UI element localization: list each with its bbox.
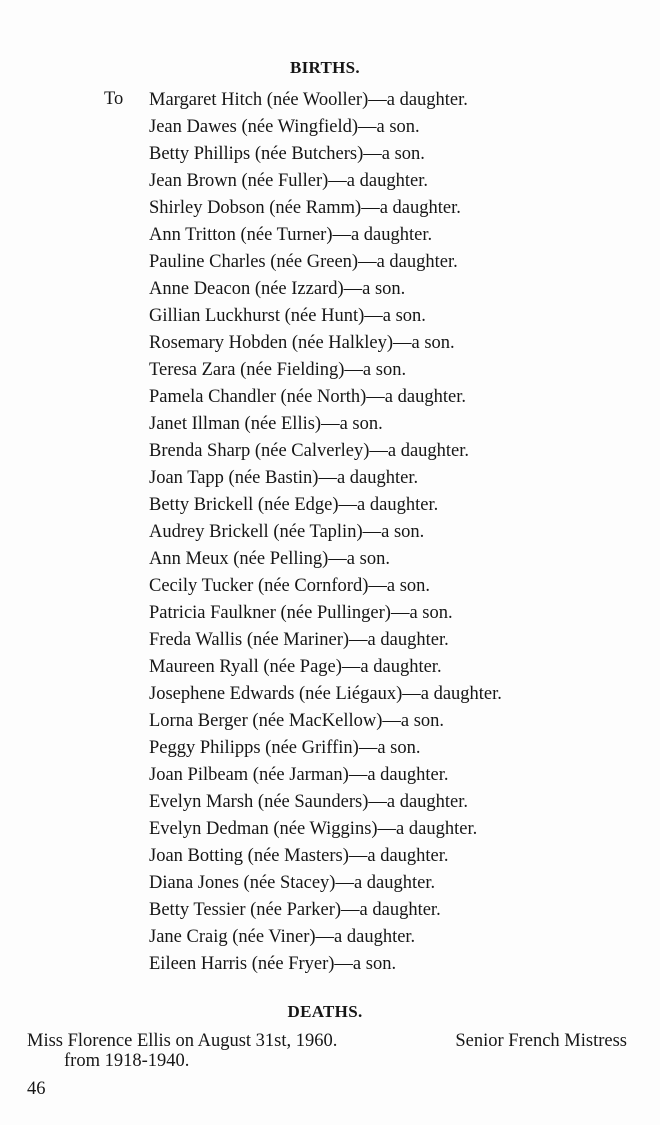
- birth-entry: Eileen Harris (née Fryer)—a son.: [149, 954, 397, 974]
- death-entry-role: Senior French Mistress: [455, 1031, 627, 1051]
- birth-entry: Gillian Luckhurst (née Hunt)—a son.: [149, 306, 426, 326]
- birth-entry: Jean Brown (née Fuller)—a daughter.: [149, 171, 428, 191]
- birth-entry: Betty Brickell (née Edge)—a daughter.: [149, 495, 439, 515]
- birth-entry: Joan Pilbeam (née Jarman)—a daughter.: [149, 765, 449, 785]
- birth-entry: Freda Wallis (née Mariner)—a daughter.: [149, 630, 449, 650]
- death-entry-line-1: [27, 1031, 627, 1051]
- birth-entry: Maureen Ryall (née Page)—a daughter.: [149, 657, 442, 677]
- birth-entry: Janet Illman (née Ellis)—a son.: [149, 414, 383, 434]
- birth-entry: Margaret Hitch (née Wooller)—a daughter.: [149, 90, 468, 110]
- birth-entry: Pamela Chandler (née North)—a daughter.: [149, 387, 466, 407]
- birth-entry: Teresa Zara (née Fielding)—a son.: [149, 360, 407, 380]
- birth-entry: Evelyn Dedman (née Wiggins)—a daughter.: [149, 819, 478, 839]
- birth-entry: Betty Tessier (née Parker)—a daughter.: [149, 900, 441, 920]
- death-entry-name-date: Miss Florence Ellis on August 31st, 1960.: [27, 1031, 338, 1051]
- page-number: 46: [27, 1079, 46, 1099]
- birth-entry: Betty Phillips (née Butchers)—a son.: [149, 144, 425, 164]
- birth-entry: Lorna Berger (née MacKellow)—a son.: [149, 711, 445, 731]
- births-heading: BIRTHS.: [289, 58, 360, 77]
- births-prefix: To: [104, 89, 124, 109]
- death-entry: [27, 1031, 627, 1071]
- birth-entry: Jane Craig (née Viner)—a daughter.: [149, 927, 416, 947]
- birth-entry: Audrey Brickell (née Taplin)—a son.: [149, 522, 425, 542]
- birth-entry: Joan Botting (née Masters)—a daughter.: [149, 846, 449, 866]
- births-list: [149, 89, 502, 980]
- birth-entry: Joan Tapp (née Bastin)—a daughter.: [149, 468, 419, 488]
- birth-entry: Peggy Philipps (née Griffin)—a son.: [149, 738, 421, 758]
- birth-entry: Rosemary Hobden (née Halkley)—a son.: [149, 333, 455, 353]
- birth-entry: Josephene Edwards (née Liégaux)—a daughter.: [149, 684, 502, 704]
- birth-entry: Ann Tritton (née Turner)—a daughter.: [149, 225, 433, 245]
- birth-entry: Pauline Charles (née Green)—a daughter.: [149, 252, 458, 272]
- birth-entry: Anne Deacon (née Izzard)—a son.: [149, 279, 406, 299]
- deaths-heading: DEATHS.: [287, 1002, 363, 1021]
- birth-entry: Brenda Sharp (née Calverley)—a daughter.: [149, 441, 470, 461]
- birth-entry: Patricia Faulkner (née Pullinger)—a son.: [149, 603, 453, 623]
- birth-entry: Cecily Tucker (née Cornford)—a son.: [149, 576, 431, 596]
- birth-entry: Diana Jones (née Stacey)—a daughter.: [149, 873, 436, 893]
- birth-entry: Ann Meux (née Pelling)—a son.: [149, 549, 390, 569]
- death-entry-tenure: from 1918-1940.: [64, 1051, 190, 1071]
- birth-entry: Jean Dawes (née Wingfield)—a son.: [149, 117, 420, 137]
- birth-entry: Shirley Dobson (née Ramm)—a daughter.: [149, 198, 461, 218]
- birth-entry: Evelyn Marsh (née Saunders)—a daughter.: [149, 792, 469, 812]
